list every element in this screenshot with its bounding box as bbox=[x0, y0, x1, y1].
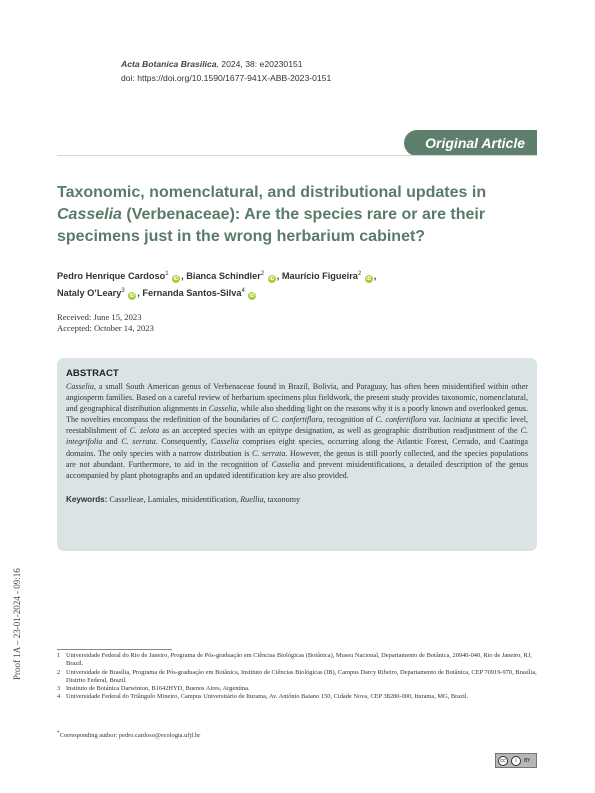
author-name[interactable]: Fernanda Santos-Silva bbox=[142, 288, 242, 299]
journal-name: Acta Botanica Brasilica bbox=[121, 59, 217, 69]
article-type-banner: Original Article bbox=[404, 130, 537, 156]
author-name[interactable]: Pedro Henrique Cardoso bbox=[57, 271, 166, 282]
attribution-icon: i bbox=[511, 756, 521, 766]
article-dates bbox=[57, 312, 154, 334]
author-name[interactable]: Bianca Schindler bbox=[186, 271, 261, 282]
accepted-date: Accepted: October 14, 2023 bbox=[57, 323, 154, 333]
author-affiliation: 2 bbox=[260, 271, 265, 277]
journal-doi[interactable]: doi: https://doi.org/10.1590/1677-941X-ABB-2023-0151 bbox=[121, 73, 332, 83]
footnote-item: 2 Universidade de Brasília, Programa de Pós-graduação em Botânica, Instituto de Ciências Biológicas (IB), Campus Darcy Ribeiro, Departamento de Botânica, CEP 70919-970, Brasília, Distrito Federal, Brazil. bbox=[57, 668, 537, 684]
cc-license-badge[interactable] bbox=[495, 753, 537, 768]
proof-stamp: Proof 1A – 23-01-2024 - 09:16 bbox=[12, 568, 22, 680]
received-date: Received: June 15, 2023 bbox=[57, 312, 142, 322]
author-list: Pedro Henrique Cardoso$^1$ iD , Bianca Schindler$^2$ iD , Maurício Figueira$^2$ iD , Nataly O’Leary$^3$ iD , Fernanda Santos-Silva$^4$ iD bbox=[57, 271, 377, 300]
abstract-box bbox=[57, 358, 537, 551]
orcid-icon[interactable]: iD bbox=[129, 293, 135, 300]
keywords: Keywords: Casselieae, Lamiales, misidentification, Ruellia, taxonomy bbox=[66, 494, 301, 504]
keywords-label: Keywords: bbox=[66, 494, 108, 504]
footnote-item: 1 Universidade Federal do Rio de Janeiro, Programa de Pós-graduação em Ciências Biológicas (Botânica), Museu Nacional, Departamento de Botânica, 20940-040, Rio de Janeiro, RJ, Brazil. bbox=[57, 652, 532, 668]
banner-divider bbox=[57, 155, 537, 156]
author-affiliation: 2 bbox=[357, 271, 362, 277]
orcid-icon[interactable]: iD bbox=[173, 276, 179, 283]
journal-citation: , 2024, 38: e20230151 bbox=[216, 59, 303, 69]
footnote-item: 3 Instituto de Botánica Darwinion, B1642HYD, Buenos Aires, Argentina. bbox=[57, 685, 250, 693]
footnote-divider bbox=[57, 649, 172, 650]
cc-icon: cc bbox=[498, 756, 508, 766]
article-title: Taxonomic, nomenclatural, and distributional updates in Casselia (Verbenaceae): Are the species rare or are their specimens just in the wrong herbarium cabinet? bbox=[57, 184, 487, 245]
corresponding-author: *Corresponding author: pedro.cardoso@ecologia.ufjf.br bbox=[57, 730, 201, 740]
author-name[interactable]: Nataly O’Leary bbox=[57, 288, 122, 299]
abstract-heading: ABSTRACT bbox=[66, 368, 119, 379]
orcid-icon[interactable]: iD bbox=[366, 276, 372, 283]
author-affiliation: 1 bbox=[165, 271, 169, 277]
abstract-text: Casselia, a small South American genus of Verbenaceae found in Brazil, Bolivia, and Paraguay, has often been misidentified within other angiosperm families. Based on a careful review of herbarium specimens plus fieldwork, the present study provides taxonomic, nomenclatural, and geographical distribution alignments in Casselia, while also shedding light on the reasons why it is a poorly known and overlooked genus. The novelties encompass the redefinition of the boundaries of C. confertiflora, recognition of C. confertiflora var. laciniata at specific level, reestablishment of C. zelota as an accepted species with an epitype designation, as well as geographic distribution readjustment of the C. integrifolia and C. serrata. Consequently, Casselia comprises eight species, occurring along the Atlantic Forest, Cerrado, and Caatinga domains. The only species with a narrow distribution is C. serrata. However, the genus is still poorly collected, and the species populations are not abundant. Furthermore, to aid in the recognition of Casselia and prevent misidentifications, a detailed description of the genus accompanied by plant photographs and an updated identification key are also provided. bbox=[66, 382, 528, 480]
author-affiliation: 4 bbox=[241, 288, 245, 295]
footnote-item: 4 Universidade Federal do Triângulo Mineiro, Campus Universitário de Iturama, Av. Antônio Baiano 150, Cidade Nova, CEP 38280-000, Iturama, MG, Brazil. bbox=[57, 693, 469, 701]
journal-header bbox=[121, 57, 331, 85]
author-affiliation: 3 bbox=[121, 288, 125, 295]
affiliation-footnotes bbox=[57, 652, 537, 702]
author-name[interactable]: Maurício Figueira bbox=[281, 271, 358, 282]
by-label: BY bbox=[524, 757, 531, 764]
orcid-icon[interactable]: iD bbox=[249, 293, 255, 300]
orcid-icon[interactable]: iD bbox=[269, 276, 275, 283]
